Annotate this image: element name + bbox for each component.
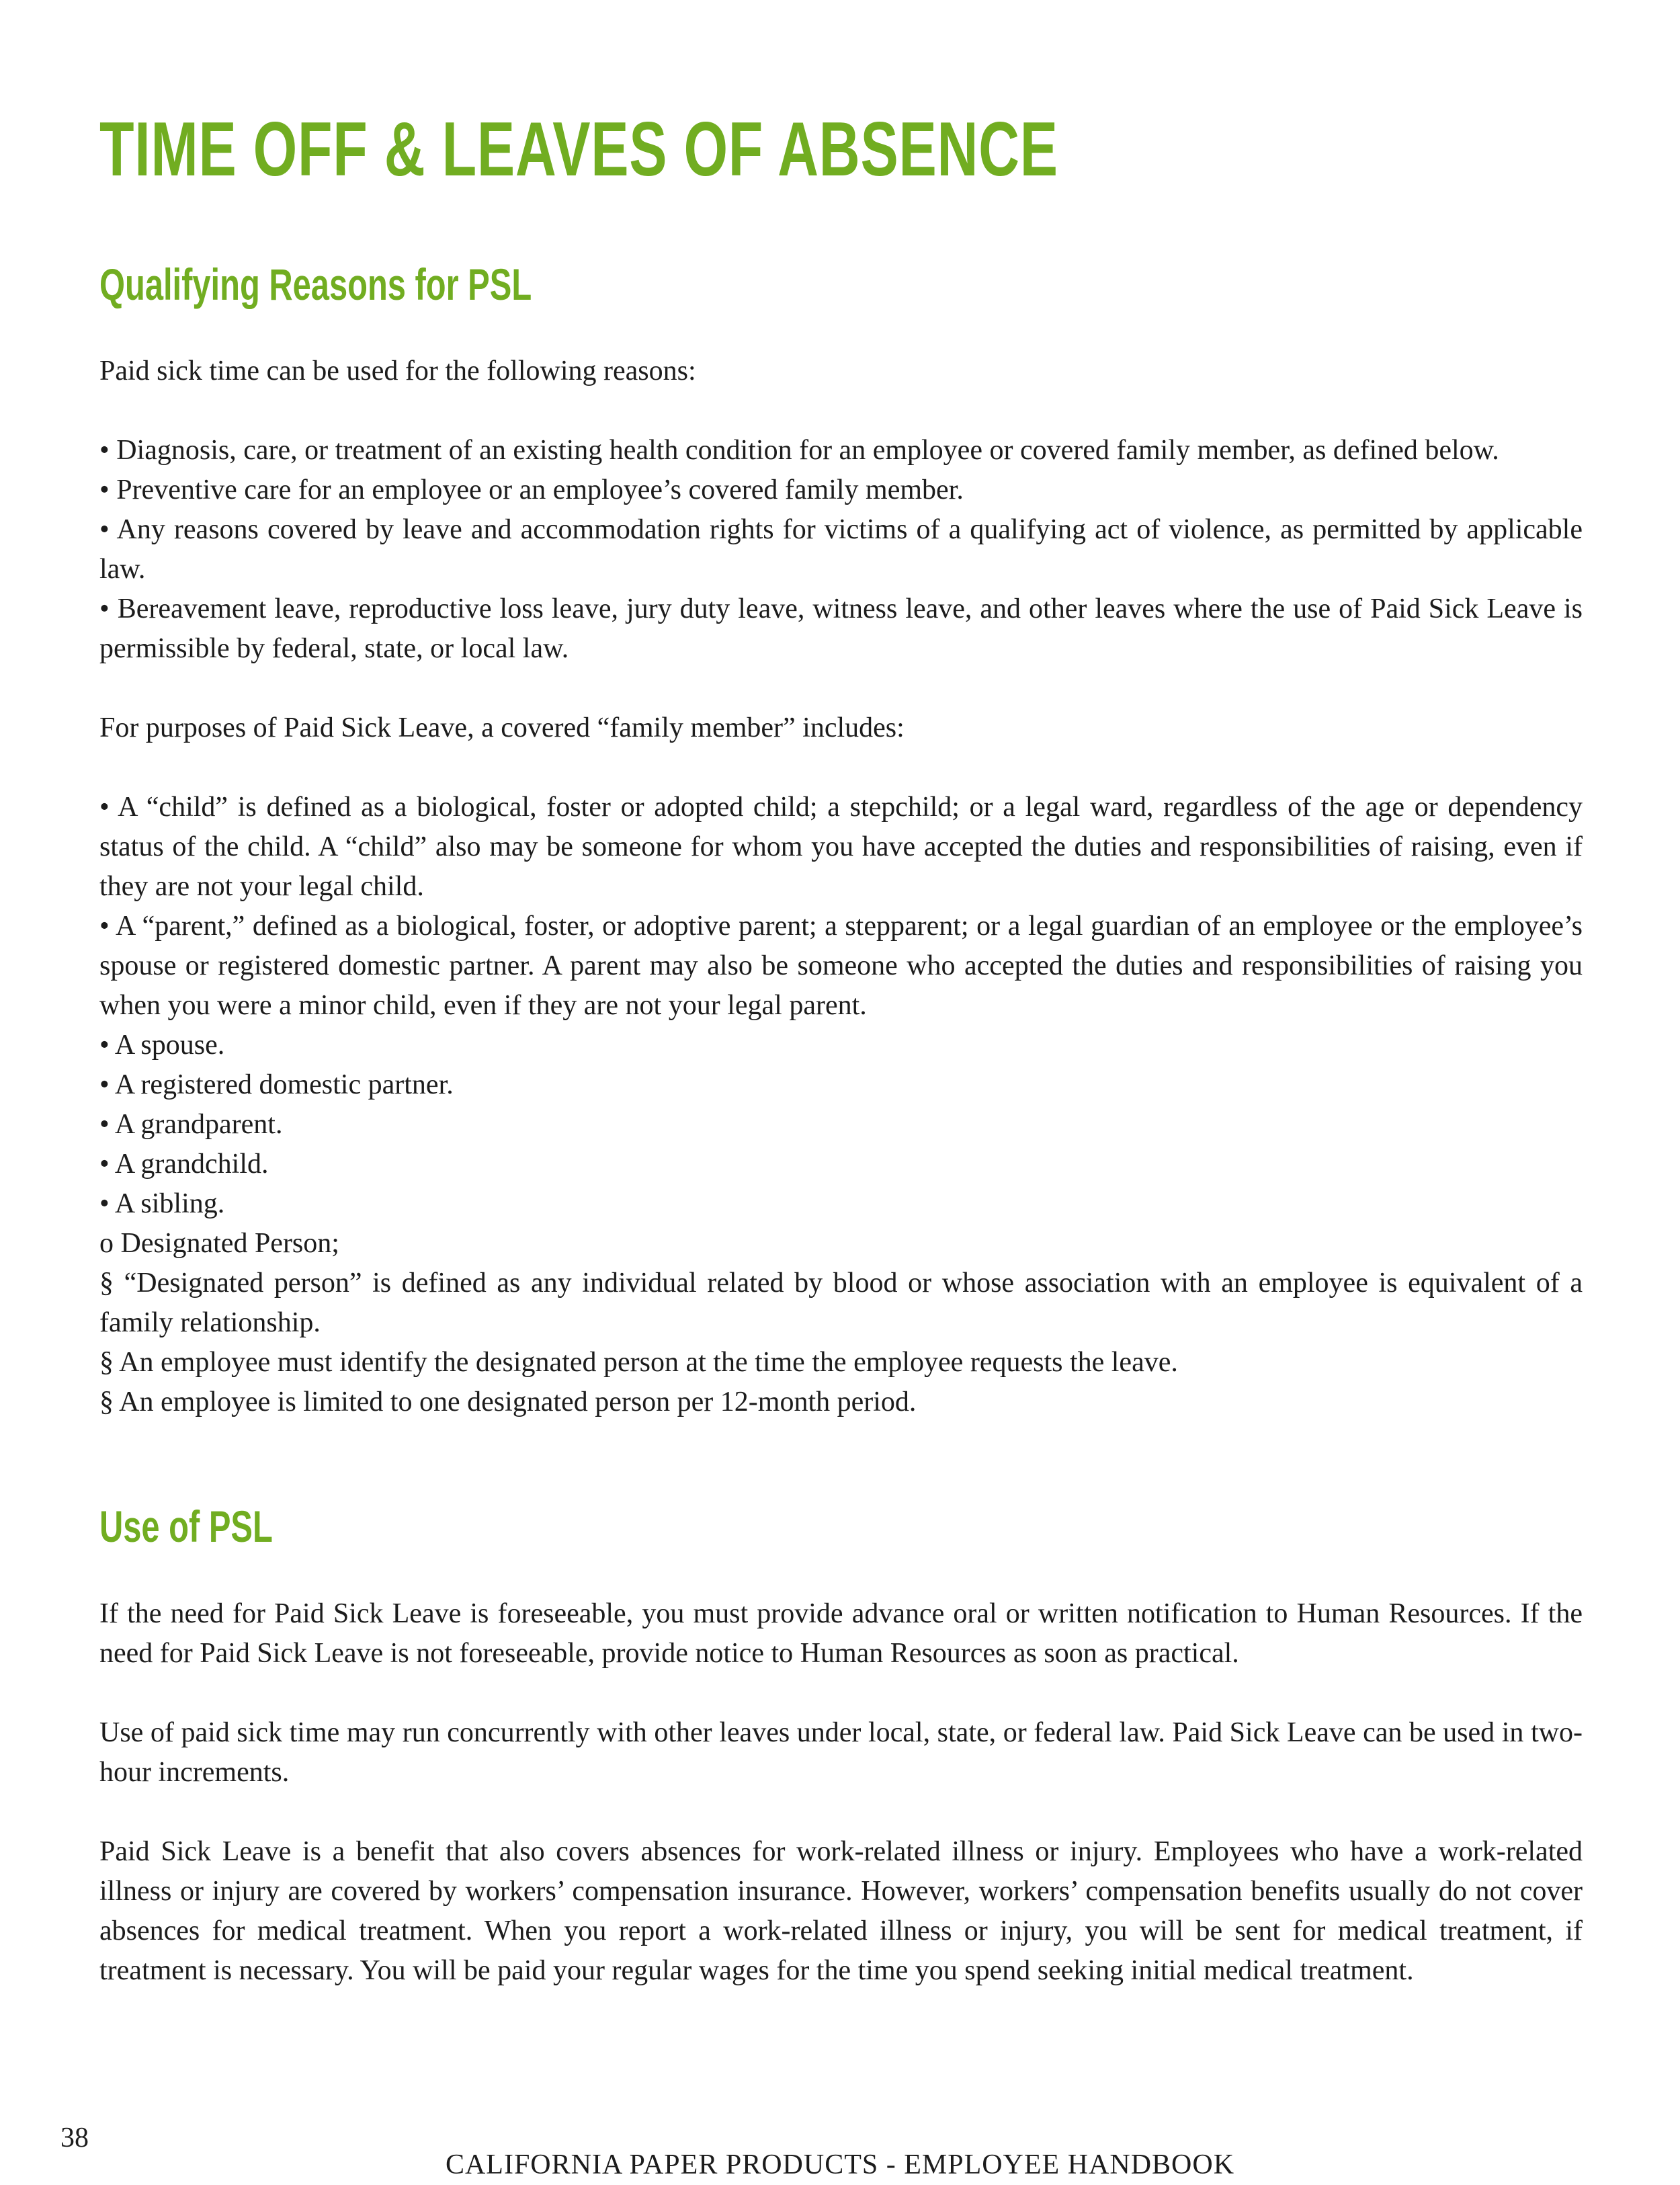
family-member-item: • A grandchild. (99, 1149, 269, 1180)
section-heading-qualifying-reasons: Qualifying Reasons for PSL (99, 259, 532, 309)
reason-item: • Any reasons covered by leave and accommodation rights for victims of a qualifying act of violence, as permitted by applicable law. (99, 514, 1583, 585)
use-of-psl-body (99, 1594, 1583, 1991)
paragraph: Use of paid sick time may run concurrently with other leaves under local, state, or federal law. Paid Sick Leave can be used in two-hour increments. (99, 1717, 1583, 1788)
section-heading-use-of-psl: Use of PSL (99, 1501, 273, 1551)
family-member-item: • A grandparent. (99, 1109, 283, 1140)
designated-person-subitem: § An employee is limited to one designated person per 12-month period. (99, 1387, 917, 1417)
family-member-item: • A “parent,” defined as a biological, foster, or adoptive parent; a stepparent; or a legal guardian of an employee or the employee’s spouse or registered domestic partner. A parent may also be someone who accepted the duties and responsibilities of raising you when you were a minor child, even if they are not your legal parent. (99, 911, 1583, 1021)
family-member-item: • A spouse. (99, 1030, 225, 1061)
family-member-item: • A registered domestic partner. (99, 1069, 454, 1100)
reasons-intro: Paid sick time can be used for the following reasons: (99, 356, 696, 386)
qualifying-reasons-body (99, 352, 1583, 1422)
family-member-intro: For purposes of Paid Sick Leave, a covered “family member” includes: (99, 712, 905, 743)
designated-person-subitem: § “Designated person” is defined as any individual related by blood or whose association with an employee is equivalent of a family relationship. (99, 1268, 1583, 1338)
family-member-item: • A “child” is defined as a biological, foster or adopted child; a stepchild; or a legal ward, regardless of the age or dependency status of the child. A “child” also may be someone for whom you have accepted the duties and responsibilities of raising, even if they are not your legal child. (99, 792, 1583, 902)
designated-person-subitem: § An employee must identify the designated person at the time the employee requests the leave. (99, 1347, 1178, 1378)
designated-person-item: o Designated Person; (99, 1228, 339, 1259)
paragraph: If the need for Paid Sick Leave is foreseeable, you must provide advance oral or written notification to Human Resources. If the need for Paid Sick Leave is not foreseeable, provide notice to Human Resources as soon as practical. (99, 1598, 1583, 1669)
reason-item: • Diagnosis, care, or treatment of an existing health condition for an employee or covered family member, as defined below. (99, 435, 1499, 466)
page-title: TIME OFF & LEAVES OF ABSENCE (99, 107, 1058, 192)
family-member-item: • A sibling. (99, 1188, 225, 1219)
reason-item: • Bereavement leave, reproductive loss leave, jury duty leave, witness leave, and other leaves where the use of Paid Sick Leave is permissible by federal, state, or local law. (99, 593, 1583, 664)
reason-item: • Preventive care for an employee or an employee’s covered family member. (99, 475, 964, 505)
footer: CALIFORNIA PAPER PRODUCTS - EMPLOYEE HANDBOOK (445, 2149, 1235, 2180)
page-number: 38 (60, 2122, 89, 2153)
paragraph: Paid Sick Leave is a benefit that also covers absences for work-related illness or injury. Employees who have a work-related illness or injury are covered by workers’ compensation insurance. However, workers’ compensation benefits usually do not cover absences for medical treatment. When you report a work-related illness or injury, you will be sent for medical treatment, if treatment is necessary. You will be paid your regular wages for the time you spend seeking initial medical treatment. (99, 1836, 1583, 1986)
